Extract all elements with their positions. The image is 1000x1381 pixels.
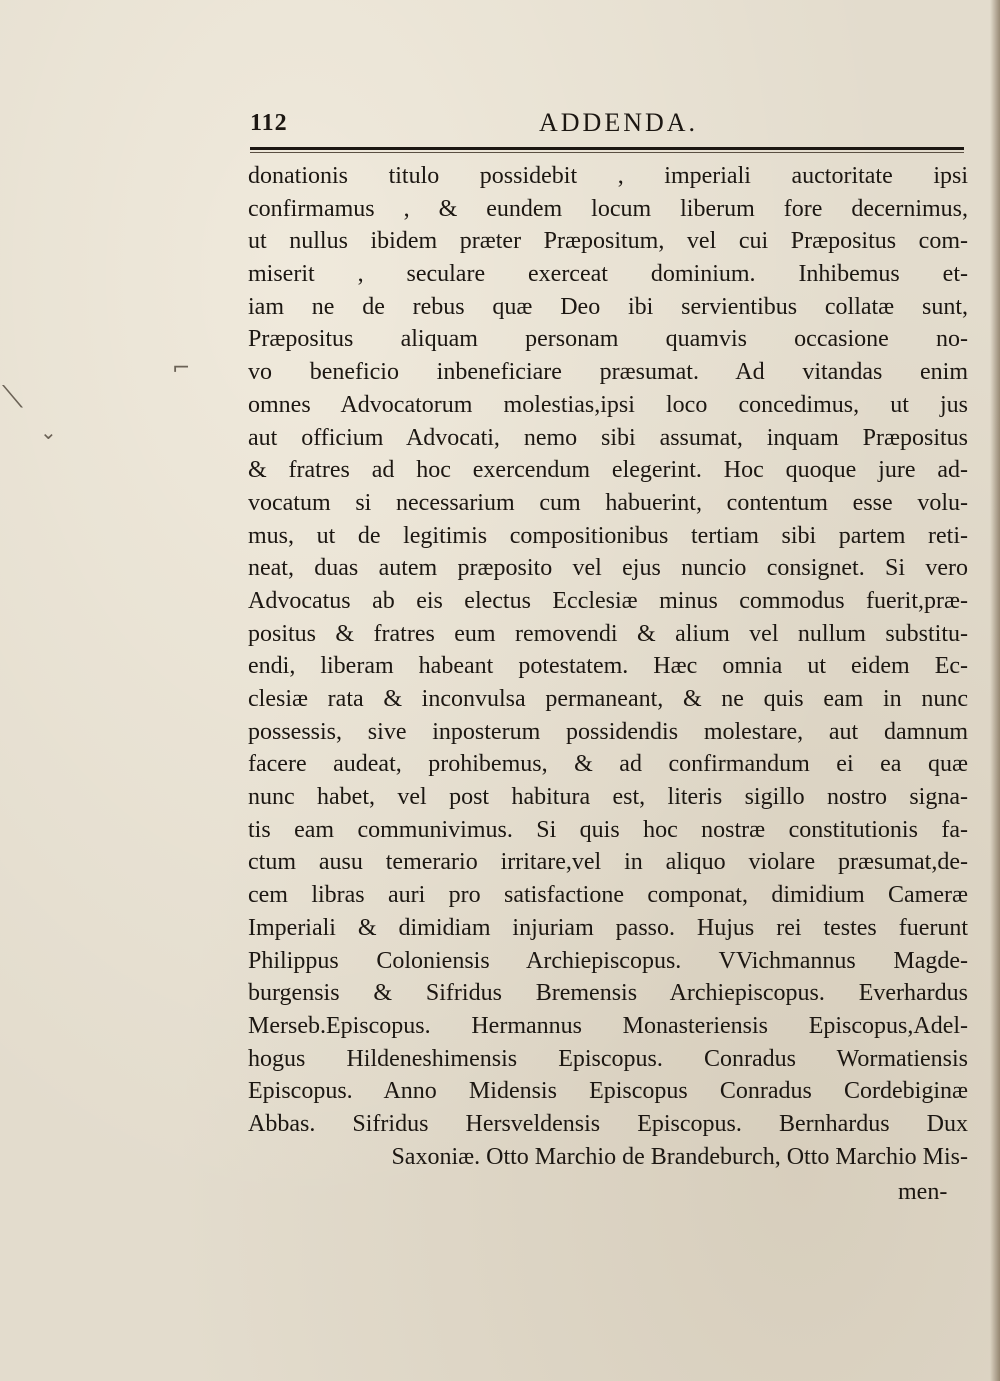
- text-line: Imperiali & dimidiam injuriam passo. Hujus rei testes fuerunt: [248, 914, 968, 941]
- text-line: vocatum si necessarium cum habuerint, contentum esse volu-: [248, 489, 968, 516]
- header-rule: [250, 147, 964, 153]
- text-line: ctum ausu temerario irritare,vel in aliquo violare præsumat,de-: [248, 849, 968, 876]
- text-line: omnes Advocatorum molestias,ipsi loco concedimus, ut jus: [248, 391, 968, 418]
- page-header: [224, 108, 964, 140]
- text-line: neat, duas autem præposito vel ejus nuncio consignet. Si vero: [248, 555, 968, 582]
- text-line: positus & fratres eum removendi & alium vel nullum substitu-: [248, 620, 968, 647]
- text-line: hogus Hildeneshimensis Episcopus. Conradus Wormatiensis: [248, 1045, 968, 1072]
- text-line: & fratres ad hoc exercendum elegerint. Hoc quoque jure ad-: [248, 457, 968, 484]
- text-line: tis eam communivimus. Si quis hoc nostræ constitutionis fa-: [248, 816, 968, 843]
- text-line: Præpositus aliquam personam quamvis occasione no-: [248, 326, 968, 353]
- text-line: nunc habet, vel post habitura est, literis sigillo nostro signa-: [248, 784, 968, 811]
- margin-pen-mark: ⟍: [2, 380, 23, 415]
- text-line: miserit , seculare exerceat dominium. Inhibemus et-: [248, 261, 968, 288]
- text-line: possessis, sive inposterum possidendis molestare, aut damnum: [248, 718, 968, 745]
- text-line: Merseb.Episcopus. Hermannus Monasteriensis Episcopus,Adel-: [248, 1012, 968, 1039]
- running-head: ADDENDA.: [539, 108, 699, 137]
- text-line: mus, ut de legitimis compositionibus tertiam sibi partem reti-: [248, 522, 968, 549]
- text-line: aut officium Advocati, nemo sibi assumat, inquam Præpositus: [248, 424, 968, 451]
- text-line: cem libras auri pro satisfactione componat, dimidium Cameræ: [248, 882, 968, 909]
- text-line: Episcopus. Anno Midensis Episcopus Conradus Cordebiginæ: [248, 1078, 968, 1105]
- text-line: burgensis & Sifridus Bremensis Archiepiscopus. Everhardus: [248, 980, 968, 1007]
- text-line: iam ne de rebus quæ Deo ibi servientibus collatæ sunt,: [248, 293, 968, 320]
- margin-bracket-mark: ⌐: [172, 356, 191, 381]
- text-line: Saxoniæ. Otto Marchio de Brandeburch, Otto Marchio Mis-: [391, 1143, 968, 1170]
- text-line: donationis titulo possidebit , imperiali auctoritate ipsi: [248, 163, 968, 189]
- page-number: 112: [250, 110, 288, 136]
- text-line: Advocatus ab eis electus Ecclesiæ minus commodus fuerit,præ-: [248, 587, 968, 614]
- text-line: Philippus Coloniensis Archiepiscopus. VVichmannus Magde-: [248, 947, 968, 974]
- body-text: [248, 160, 968, 1173]
- margin-pen-mark-small: ⌄: [40, 420, 57, 444]
- text-line: clesiæ rata & inconvulsa permaneant, & ne quis eam in nunc: [248, 686, 968, 712]
- text-line: ut nullus ibidem præter Præpositum, vel cui Præpositus com-: [248, 228, 968, 255]
- text-line: Abbas. Sifridus Hersveldensis Episcopus. Bernhardus Dux: [248, 1110, 968, 1137]
- text-line: confirmamus , & eundem locum liberum fore decernimus,: [248, 195, 968, 222]
- text-line: endi, liberam habeant potestatem. Hæc omnia ut eidem Ec-: [248, 653, 968, 680]
- page-edge-shadow: [990, 0, 1000, 1381]
- text-line: vo beneficio inbeneficiare præsumat. Ad vitandas enim: [248, 359, 968, 386]
- text-line: facere audeat, prohibemus, & ad confirmandum ei ea quæ: [248, 751, 968, 778]
- catchword: men-: [898, 1179, 948, 1205]
